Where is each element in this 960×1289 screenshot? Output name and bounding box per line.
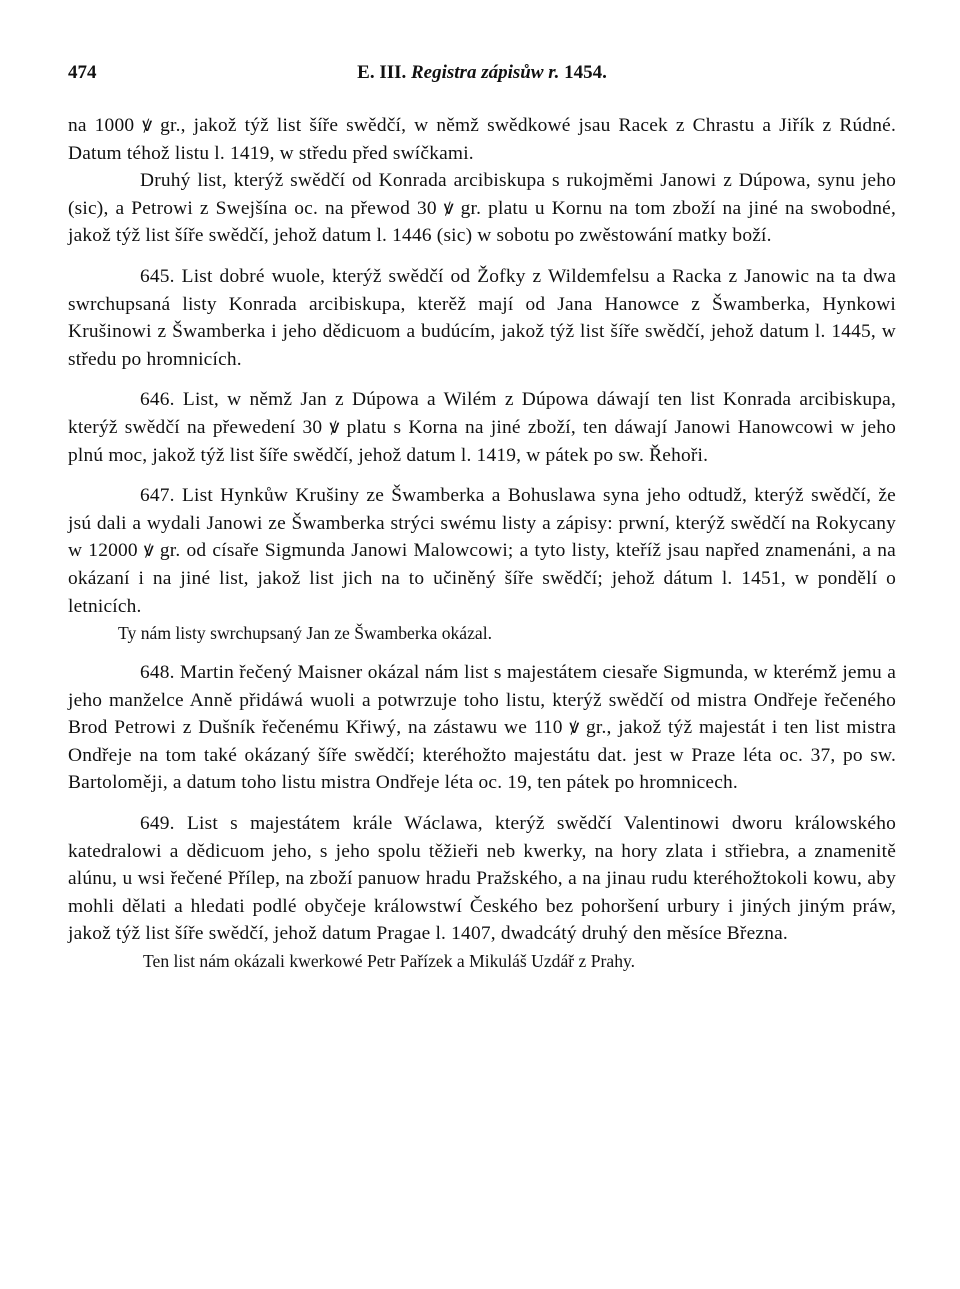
page-header — [68, 62, 896, 92]
entry-648: 648. Martin řečený Maisner okázal nám list s majestátem ciesaře Sigmunda, w kterémž jemu a jeho manželce Anně přidáwá wuoli a potwrzuje toho listu, kterýž swědčí od mistra Ondřeje řečeného Brod Petrowi z Dušník řečenému Křiwý, na zástawu we 110 ꝟ gr., jakož týž majestát i ten list mistra Ondřeje na tom také okázaný šíře swědčí; kteréhožto majestátu dat. jest w Praze léta oc. 37, po sw. Bartoloměji, a datum toho listu mistra Ondřeje léta oc. 19, ten pátek po hromnicech. — [68, 662, 896, 794]
page-body — [68, 112, 896, 974]
entry-646: 646. List, w němž Jan z Dúpowa a Wilém z Dúpowa dáwají ten list Konrada arcibiskupa, kterýž swědčí na přewedení 30 ꝟ platu s Korna na jiné zboží, ten dáwají Janowi Hanowcowi w jeho plnú moc, jakož týž list šíře swědčí, jehož datum l. 1419, w pátek po sw. Řehoři. — [68, 389, 896, 466]
spacer — [68, 797, 896, 810]
spacer — [68, 469, 896, 482]
page-number: 474 — [68, 62, 97, 83]
spacer — [68, 373, 896, 386]
note-649: Ten list nám okázali kwerkowé Petr Pařízek a Mikuláš Uzdář z Prahy. — [143, 951, 636, 972]
running-head — [68, 62, 896, 84]
note-647: Ty nám listy swrchupsaný Jan ze Šwamberka okázal. — [118, 623, 492, 644]
document-page — [68, 62, 896, 974]
entry-645: 645. List dobré wuole, kterýž swědčí od Žofky z Wildemfelsu a Racka z Janowic na ta dwa swrchupsaná listy Konrada arcibiskupa, kterěž mají od Jana Hanowce z Šwamberka, Hynkowi Krušinowi z Šwamberka i jeho dědicuom a budúcím, jakož týž list šíře swědčí, jehož datum l. 1445, w středu po hromnicích. — [68, 265, 896, 370]
spacer — [68, 250, 896, 263]
paragraph-druhy-list: Druhý list, kterýž swědčí od Konrada arcibiskupa s rukojměmi Janowi z Dúpowa, synu jeho (sic), a Petrowi z Swejšína oc. na přewod 30 ꝟ gr. platu u Kornu na tom zboží na jiné na swobodné, jakož týž list šíře swědčí, jehož datum l. 1446 (sic) w sobotu po zwěstowání matky boží. — [68, 170, 896, 247]
entry-647: 647. List Hynkůw Krušiny ze Šwamberka a Bohuslawa syna jeho odtudž, kterýž swědčí, že jsú dali a wydali Janowi ze Šwamberka strýci swému listy a zápisy: prwní, kterýž swědčí na Rokycany w 12000 ꝟ gr. od císaře Sigmunda Janowi Malowcowi; a tyto listy, kteříž jsau napřed znamenáni, a na okázaní i na jiné list, jakož list jich na to učiněný šíře swědčí; jehož dátum l. 1451, w pondělí o letnicích. — [68, 485, 896, 617]
running-head-italic: Registra zápisůw r. — [411, 62, 560, 83]
running-head-prefix: E. III. — [357, 62, 407, 83]
spacer — [68, 646, 896, 659]
paragraph-continuation: na 1000 ꝟ gr., jakož týž list šíře swědčí, w němž swědkowé jsau Racek z Chrastu a Jiřík z Rúdné. Datum téhož listu l. 1419, w středu před swíčkami. — [68, 115, 896, 164]
entry-649: 649. List s majestátem krále Wáclawa, kterýž swědčí Valentinowi dworu králowského katedralowi a dědicuom jeho, s jeho spolu těžieři neb kwerky, na hory zlata i střiebra, a znamenitě alúnu, u wsi řečené Přílep, na zboží panuow hradu Pražského, a na jinau rudu kteréhožtokoli kowu, aby mohli dělati a hledati podlé obyčeje králowstwí Českého bez pohoršení urbury i jiných jiným práw, jakož týž list šíře swědčí, jehož datum Pragae l. 1407, dwadcátý druhý den měsíce Března. — [68, 813, 896, 945]
running-head-year: 1454. — [564, 62, 607, 83]
